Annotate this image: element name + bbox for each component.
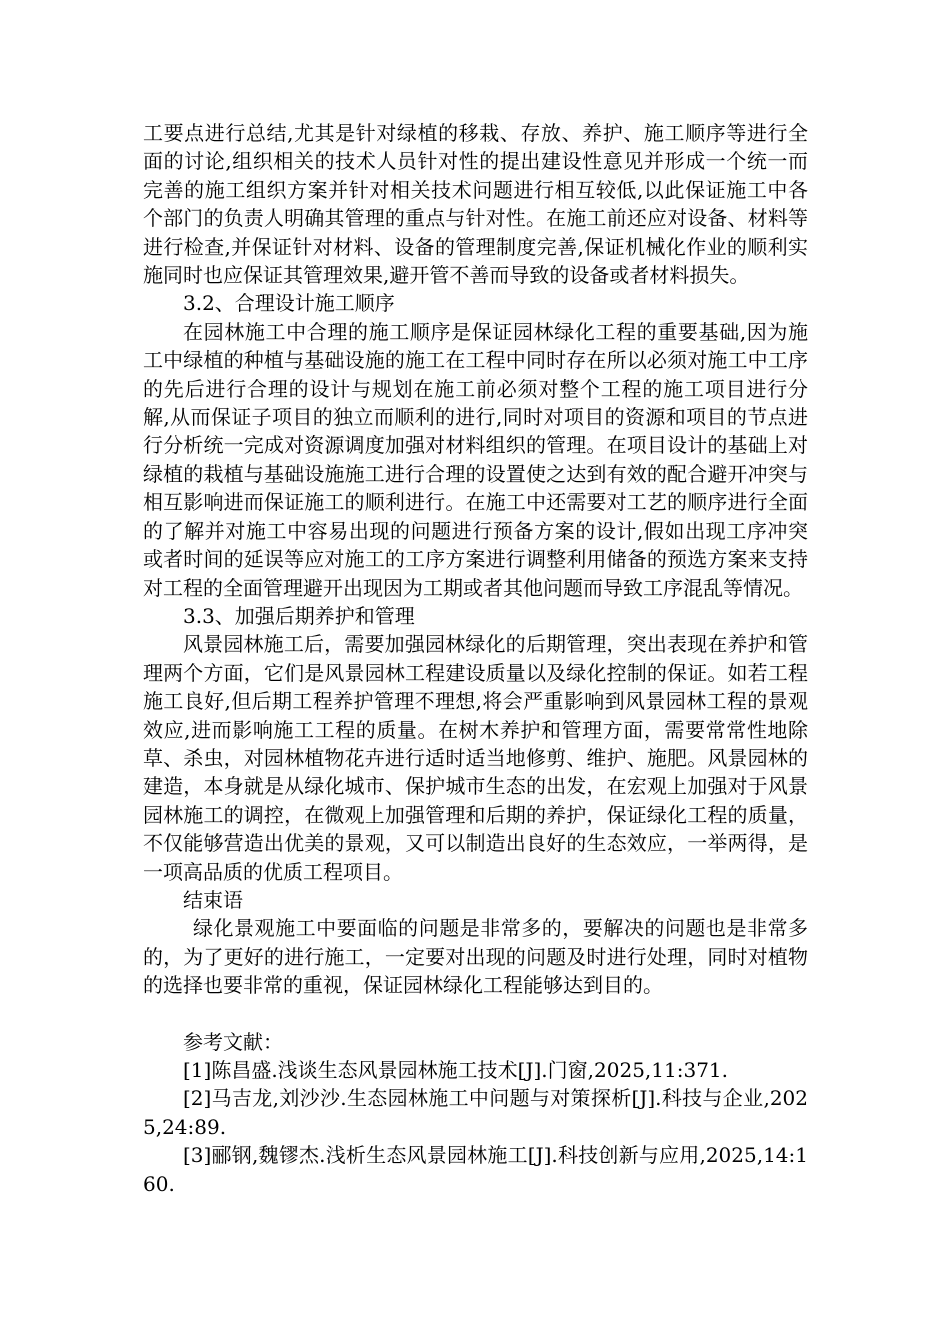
references-title: 参考文献： xyxy=(183,1029,283,1054)
intro-paragraph: 工要点进行总结,尤其是针对绿植的移栽、存放、养护、施工顺序等进行全面的讨论,组织相关的技术人员针对性的提出建设性意见并形成一个统一而完善的施工组织方案并针对相关技术问题进行相互较低,以此保证施工中各个部门的负责人明确其管理的重点与针对性。在施工前还应对设备、材料等进行检查,并保证针对材料、设备的管理制度完善,保证机械化作业的顺利实施同时也应保证其管理效果,避开管不善而导致的设备或者材料损失。 xyxy=(143,121,808,288)
reference-item-1: [1]陈昌盛.浅谈生态风景园林施工技术[J].门窗,2025,11:371. xyxy=(183,1058,728,1082)
section-3-3-paragraph: 风景园林施工后，需要加强园林绿化的后期管理，突出表现在养护和管理两个方面，它们是风景园林工程建设质量以及绿化控制的保证。如若工程施工良好,但后期工程养护管理不理想,将会严重影响到风景园林工程的景观效应,进而影响施工工程的质量。在树木养护和管理方面，需要常常性地除草、杀虫，对园林植物花卉进行适时适当地修剪、维护、施肥。风景园林的建造，本身就是从绿化城市、保护城市生态的出发，在宏观上加强对于风景园林施工的调控，在微观上加强管理和后期的养护，保证绿化工程的质量，不仅能够营造出优美的景观，又可以制造出良好的生态效应，一举两得，是一项高品质的优质工程项目。 xyxy=(143,632,808,884)
document-page xyxy=(143,119,808,1198)
spacer xyxy=(143,1000,808,1028)
conclusion-heading: 结束语 xyxy=(183,887,243,912)
conclusion-paragraph: 绿化景观施工中要面临的问题是非常多的，要解决的问题也是非常多的，为了更好的进行施工，一定要对出现的问题及时进行处理，同时对植物的选择也要非常的重视，保证园林绿化工程能够达到目的。 xyxy=(143,916,808,998)
section-3-3-heading: 3.3、加强后期养护和管理 xyxy=(183,603,415,628)
reference-item-3: [3]郦钢,魏镠杰.浅析生态风景园林施工[J].科技创新与应用,2025,14:160. xyxy=(143,1143,808,1196)
reference-item-2: [2]马吉龙,刘沙沙.生态园林施工中问题与对策探析[J].科技与企业,2025,24:89. xyxy=(143,1086,808,1139)
section-3-2-paragraph: 在园林施工中合理的施工顺序是保证园林绿化工程的重要基础,因为施工中绿植的种植与基础设施的施工在工程中同时存在所以必须对施工中工序的先后进行合理的设计与规划在施工前必须对整个工程的施工项目进行分解,从而保证子项目的独立而顺利的进行,同时对项目的资源和项目的节点进行分析统一完成对资源调度加强对材料组织的管理。在项目设计的基础上对绿植的栽植与基础设施施工进行合理的设置使之达到有效的配合避开冲突与相互影响进而保证施工的顺利进行。在施工中还需要对工艺的顺序进行全面的了解并对施工中容易出现的问题进行预备方案的设计,假如出现工序冲突或者时间的延误等应对施工的工序方案进行调整利用储备的预选方案来支持对工程的全面管理避开出现因为工期或者其他问题而导致工序混乱等情况。 xyxy=(143,319,808,600)
section-3-2-heading: 3.2、合理设计施工顺序 xyxy=(183,291,395,316)
